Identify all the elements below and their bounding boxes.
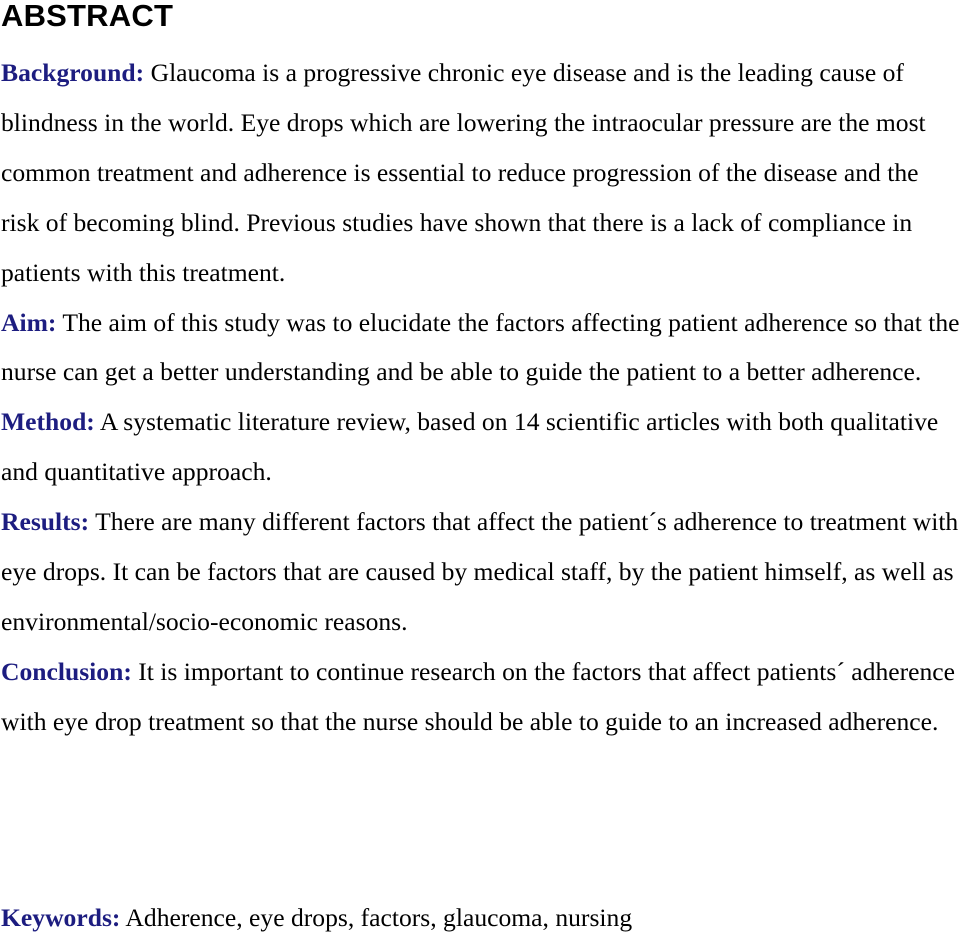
- method-text: A systematic literature review, based on 14 scientific articles with both qualitative and quantitative approach.: [1, 407, 939, 487]
- page-title: ABSTRACT: [1, 0, 174, 33]
- method-paragraph: [1, 397, 960, 497]
- keywords-label: Keywords:: [1, 903, 121, 932]
- keywords-paragraph: [1, 893, 632, 943]
- aim-paragraph: [1, 298, 960, 398]
- conclusion-paragraph: [1, 647, 960, 747]
- method-label: Method:: [1, 407, 95, 437]
- background-label: Background:: [1, 58, 145, 87]
- conclusion-label: Conclusion:: [1, 656, 132, 686]
- aim-label: Aim:: [1, 307, 57, 337]
- results-text: There are many different factors that affect the patient´s adherence to treatment with eye drops. It can be factors that are caused by medical staff, by the patient himself, as well as environmental/socio-economic reasons.: [1, 507, 959, 636]
- background-paragraph: [1, 48, 960, 298]
- keywords-text: Adherence, eye drops, factors, glaucoma, nursing: [120, 903, 633, 932]
- results-label: Results:: [1, 507, 90, 537]
- conclusion-text: It is important to continue research on the factors that affect patients´ adherence with eye drop treatment so that the nurse should be able to guide to an increased adherence.: [1, 656, 956, 736]
- results-paragraph: [1, 497, 960, 647]
- aim-text: The aim of this study was to elucidate the factors affecting patient adherence so that the nurse can get a better understanding and be able to guide the patient to a better adherence.: [1, 307, 960, 387]
- background-text: Glaucoma is a progressive chronic eye disease and is the leading cause of blindness in the world. Eye drops which are lowering the intraocular pressure are the most common treatment and adherence is essential to reduce progression of the disease and the risk of becoming blind. Previous studies have shown that there is a lack of compliance in patients with this treatment.: [1, 58, 926, 287]
- abstract-body: [1, 48, 960, 747]
